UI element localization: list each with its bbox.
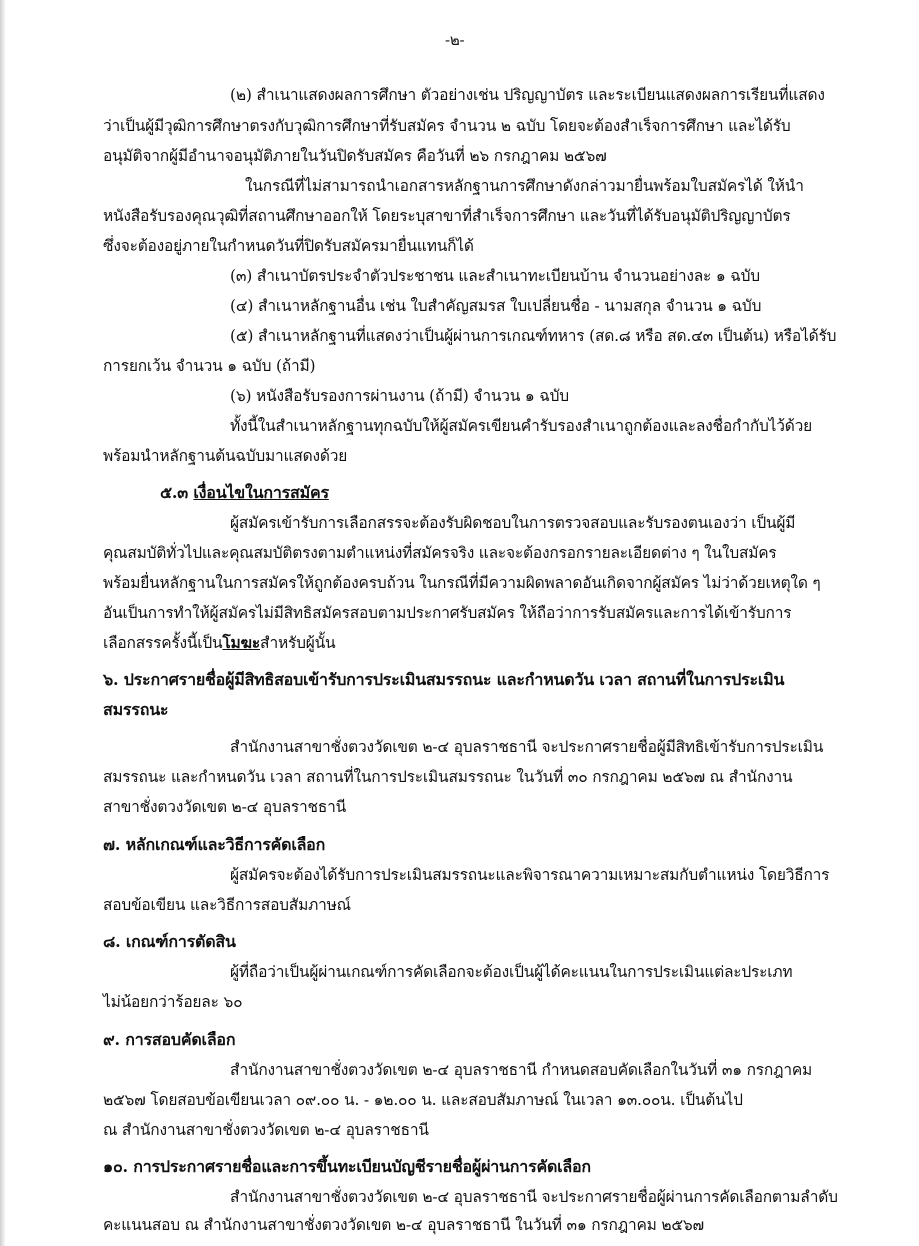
section-9-line-3: ณ สำนักงานสาขาชั่งตวงวัดเขต ๒-๔ อุบลราชธานี [103, 1121, 429, 1139]
section-6-line-2: สมรรถนะ และกำหนดวัน เวลา สถานที่ในการประเมินสมรรถนะ ในวันที่ ๓๐ กรกฎาคม ๒๕๖๗ ณ สำนักงาน [103, 768, 793, 786]
certify-line-2: พร้อมนำหลักฐานต้นฉบับมาแสดงด้วย [103, 447, 348, 465]
section-8-line-2: ไม่น้อยกว่าร้อยละ ๖๐ [103, 993, 243, 1011]
section-10-line-2: คะแนนสอบ ณ สำนักงานสาขาชั่งตวงวัดเขต ๒-๔ อุบลราชธานี ในวันที่ ๓๑ กรกฎาคม ๒๕๖๗ [103, 1216, 704, 1234]
section-5-3-line-5 [103, 633, 335, 653]
section-8-line-1: ผู้ที่ถือว่าเป็นผู้ผ่านเกณฑ์การคัดเลือกจะต้องเป็นผู้ได้คะแนนในการประเมินแต่ละประเภท [230, 963, 793, 981]
item-5-line-1: (๕) สำเนาหลักฐานที่แสดงว่าเป็นผู้ผ่านการเกณฑ์ทหาร (สด.๘ หรือ สด.๔๓ เป็นต้น) หรือได้รับ [230, 327, 837, 345]
section-9-title: ๙. การสอบคัดเลือก [103, 1030, 236, 1049]
void-clause-pre: เลือกสรรครั้งนี้เป็น [103, 634, 223, 652]
item-2-line-3: อนุมัติจากผู้มีอำนาจอนุมัติภายในวันปิดรับสมัคร คือวันที่ ๒๖ กรกฎาคม ๒๕๖๗ [103, 147, 607, 165]
section-10-line-1: สำนักงานสาขาชั่งตวงวัดเขต ๒-๔ อุบลราชธานี จะประกาศรายชื่อผู้ผ่านการคัดเลือกตามลำดับ [230, 1188, 838, 1206]
certify-line-1: ทั้งนี้ในสำเนาหลักฐานทุกฉบับให้ผู้สมัครเขียนคำรับรองสำเนาถูกต้องและลงชื่อกำกับไว้ด้วย [230, 417, 812, 435]
item-5-line-2: การยกเว้น จำนวน ๑ ฉบับ (ถ้ามี) [103, 357, 316, 375]
section-7-line-1: ผู้สมัครจะต้องได้รับการประเมินสมรรถนะและพิจารณาความเหมาะสมกับตำแหน่ง โดยวิธีการ [230, 866, 830, 884]
section-7-title: ๗. หลักเกณฑ์และวิธีการคัดเลือก [103, 835, 326, 854]
item-2-line-2: ว่าเป็นผู้มีวุฒิการศึกษาตรงกับวุฒิการศึกษาที่รับสมัคร จำนวน ๒ ฉบับ โดยจะต้องสำเร็จการศึกษา และได้รับ [103, 117, 791, 135]
section-5-3-line-2: คุณสมบัติทั่วไปและคุณสมบัติตรงตามตำแหน่งที่สมัครจริง และจะต้องกรอกรายละเอียดต่าง ๆ ในใบสมัคร [103, 544, 777, 562]
alt-doc-line-2: หนังสือรับรองคุณวุฒิที่สถานศึกษาออกให้ โดยระบุสาขาที่สำเร็จการศึกษา และวันที่ได้รับอนุมัติปริญญาบัตร [103, 207, 791, 225]
section-6-title-line-1: ๖. ประกาศรายชื่อผู้มีสิทธิสอบเข้ารับการประเมินสมรรถนะ และกำหนดวัน เวลา สถานที่ในการประเมิน [103, 670, 785, 689]
item-6: (๖) หนังสือรับรองการผ่านงาน (ถ้ามี) จำนวน ๑ ฉบับ [230, 387, 569, 405]
section-10-title: ๑๐. การประกาศรายชื่อและการขึ้นทะเบียนบัญชีรายชื่อผู้ผ่านการคัดเลือก [103, 1157, 591, 1176]
section-8-title: ๘. เกณฑ์การตัดสิน [103, 932, 236, 951]
section-5-3-line-3: พร้อมยื่นหลักฐานในการสมัครให้ถูกต้องครบถ้วน ในกรณีที่มีความผิดพลาดอันเกิดจากผู้สมัคร ไม่ว่าด้วยเหตุใด ๆ [103, 574, 821, 592]
section-5-3-line-1: ผู้สมัครเข้ารับการเลือกสรรจะต้องรับผิดชอบในการตรวจสอบและรับรองตนเองว่า เป็นผู้มี [230, 514, 796, 532]
section-6-title-line-2: สมรรถนะ [103, 700, 169, 719]
item-2-line-1: (๒) สำเนาแสดงผลการศึกษา ตัวอย่างเช่น ปริญญาบัตร และระเบียนแสดงผลการเรียนที่แสดง [230, 86, 825, 104]
section-5-3-title: เงื่อนไขในการสมัคร [193, 483, 329, 502]
page-number: -๒- [445, 31, 465, 49]
section-6-line-3: สาขาชั่งตวงวัดเขต ๒-๔ อุบลราชธานี [103, 798, 347, 816]
item-4: (๔) สำเนาหลักฐานอื่น เช่น ใบสำคัญสมรส ใบเปลี่ยนชื่อ - นามสกุล จำนวน ๑ ฉบับ [230, 297, 762, 315]
item-3: (๓) สำเนาบัตรประจำตัวประชาชน และสำเนาทะเบียนบ้าน จำนวนอย่างละ ๑ ฉบับ [230, 267, 760, 285]
section-6-line-1: สำนักงานสาขาชั่งตวงวัดเขต ๒-๔ อุบลราชธานี จะประกาศรายชื่อผู้มีสิทธิเข้ารับการประเมิน [230, 738, 824, 756]
alt-doc-line-3: ซึ่งจะต้องอยู่ภายในกำหนดวันที่ปิดรับสมัครมายื่นแทนก็ได้ [103, 237, 474, 255]
section-9-line-2: ๒๕๖๗ โดยสอบข้อเขียนเวลา ๐๙.๐๐ น. - ๑๒.๐๐ น. และสอบสัมภาษณ์ ในเวลา ๑๓.๐๐น. เป็นต้นไป [103, 1091, 743, 1109]
section-5-3-heading [160, 483, 329, 503]
section-7-line-2: สอบข้อเขียน และวิธีการสอบสัมภาษณ์ [103, 896, 351, 914]
section-9-line-1: สำนักงานสาขาชั่งตวงวัดเขต ๒-๔ อุบลราชธานี กำหนดสอบคัดเลือกในวันที่ ๓๑ กรกฎาคม [230, 1061, 813, 1079]
alt-doc-line-1: ในกรณีที่ไม่สามารถนำเอกสารหลักฐานการศึกษาดังกล่าวมายื่นพร้อมใบสมัครได้ ให้นำ [245, 177, 804, 195]
void-clause-post: สำหรับผู้นั้น [259, 634, 336, 652]
scan-edge-shadow [0, 0, 6, 1246]
void-word: โมฆะ [222, 633, 260, 652]
section-5-3-line-4: อันเป็นการทำให้ผู้สมัครไม่มีสิทธิสมัครสอบตามประกาศรับสมัคร ให้ถือว่าการรับสมัครและการได้เข้ารับการ [103, 604, 792, 622]
section-5-3-number: ๕.๓ [160, 483, 189, 502]
